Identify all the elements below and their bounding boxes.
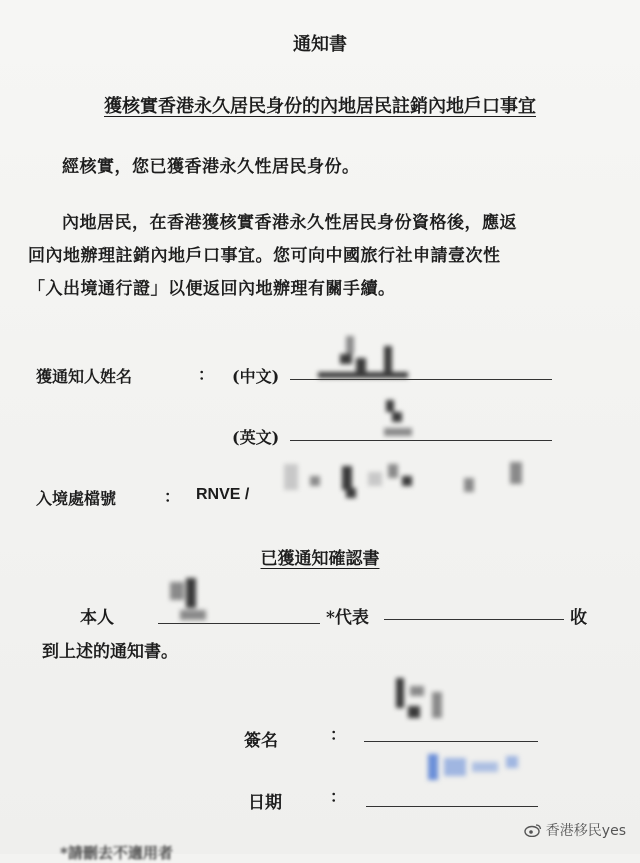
watermark-text: 香港移民yes bbox=[545, 823, 626, 839]
paragraph-line-3: 「入出境通行證」以便返回內地辦理有關手續。 bbox=[28, 279, 396, 299]
signature-line bbox=[364, 741, 538, 742]
weibo-icon bbox=[524, 823, 542, 837]
signature-colon: ： bbox=[330, 725, 347, 744]
entry-file-colon: ： bbox=[164, 487, 181, 506]
paragraph-line-2: 回內地辦理註銷內地戶口事宜。您可向中國旅行社申請壹次性 bbox=[28, 246, 501, 266]
representative-label: *代表 bbox=[326, 608, 369, 628]
english-name-label: (英文) bbox=[232, 428, 280, 447]
entry-file-prefix: RNVE / bbox=[196, 486, 250, 503]
date-label: 日期 bbox=[248, 793, 282, 813]
acknowledgement-title: 已獲通知確認書 bbox=[260, 549, 380, 569]
date-colon: ： bbox=[330, 787, 347, 806]
self-label: 本人 bbox=[80, 608, 114, 628]
received-notice-text: 到上述的通知書。 bbox=[42, 642, 178, 662]
representative-line bbox=[384, 619, 564, 620]
paragraph-verified: 經核實，您已獲香港永久性居民身份。 bbox=[62, 157, 360, 177]
receive-label: 收 bbox=[570, 608, 587, 628]
recipient-name-label: 獲通知人姓名 bbox=[36, 367, 133, 386]
document-title: 通知書 bbox=[293, 34, 347, 55]
chinese-name-label: (中文) bbox=[232, 367, 280, 386]
paragraph-line-1: 內地居民，在香港獲核實香港永久性居民身份資格後，應返 bbox=[62, 213, 517, 233]
signature-label: 簽名 bbox=[244, 731, 278, 751]
entry-file-label: 入境處檔號 bbox=[36, 489, 117, 508]
watermark bbox=[524, 820, 626, 840]
footer-note-partial: *請刪去不適用者 bbox=[60, 844, 173, 862]
document-subtitle: 獲核實香港永久居民身份的內地居民註銷內地戶口事宜 bbox=[104, 96, 536, 117]
name-colon: ： bbox=[198, 365, 215, 384]
date-line bbox=[366, 806, 538, 807]
